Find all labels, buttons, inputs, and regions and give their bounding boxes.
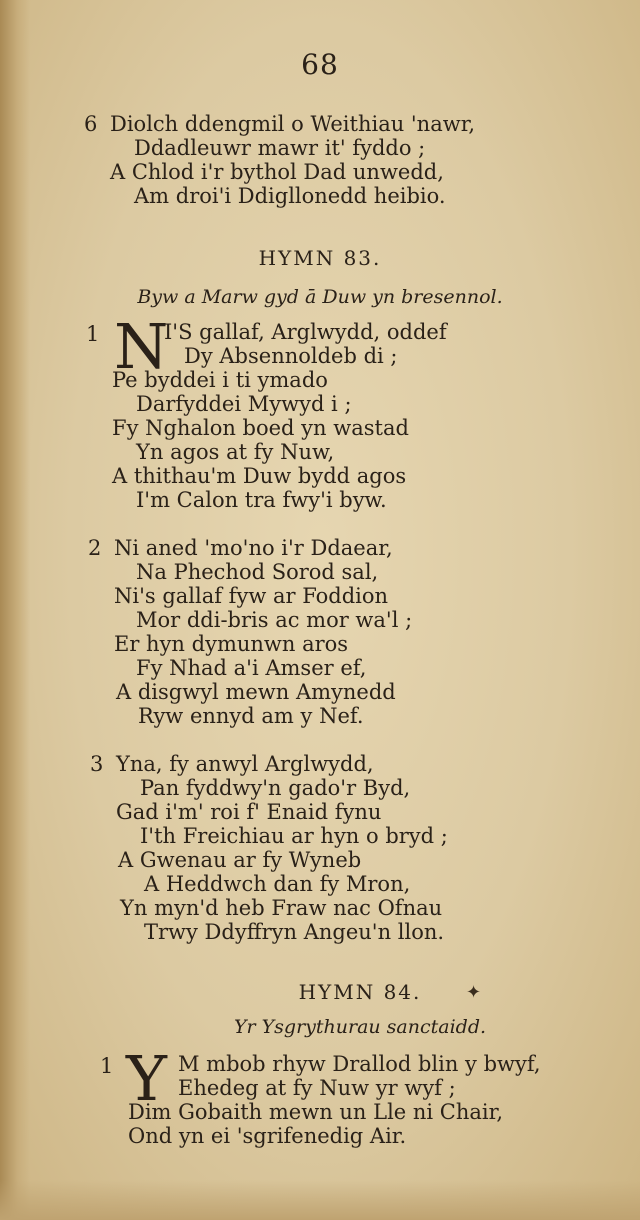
verse-line: Fy Nhad a'i Amser ef, <box>136 656 367 680</box>
stanza-number: 3 <box>90 752 104 776</box>
verse-line: A Heddwch dan fy Mron, <box>144 872 411 896</box>
verse-line: Dy Absennoldeb di ; <box>184 344 398 368</box>
verse-line: Pe byddei i ti ymado <box>112 368 328 392</box>
verse-line: A Chlod i'r bythol Dad unwedd, <box>110 160 444 184</box>
page-bottom-shadow <box>0 1180 640 1220</box>
verse-line: A thithau'm Duw bydd agos <box>112 464 407 488</box>
verse-line: Ni aned 'mo'no i'r Ddaear, <box>114 536 393 560</box>
verse-line: Yna, fy anwyl Arglwydd, <box>116 752 374 776</box>
verse-line: A disgwyl mewn Amynedd <box>116 680 396 704</box>
stanza-number: 6 <box>84 112 98 136</box>
verse-line: Trwy Ddyffryn Angeu'n llon. <box>144 920 445 944</box>
verse-line: Darfyddei Mywyd i ; <box>136 392 352 416</box>
verse-line: Diolch ddengmil o Weithiau 'nawr, <box>110 112 476 136</box>
hymn-84-subtitle: Yr Ysgrythurau sanctaidd. <box>233 1016 487 1038</box>
verse-line: Yn myn'd heb Fraw nac Ofnau <box>120 896 443 920</box>
verse-line: Na Phechod Sorod sal, <box>136 560 379 584</box>
stanza-number: 1 <box>86 322 100 346</box>
page-number: 68 <box>301 48 339 81</box>
hymn-83-title: HYMN 83. <box>258 246 382 270</box>
verse-line: I'S gallaf, Arglwydd, oddef <box>164 320 447 344</box>
stanza-number: 2 <box>88 536 102 560</box>
hymn-83-subtitle: Byw a Marw gyd ā Duw yn bresennol. <box>137 286 503 308</box>
page-edge-shadow <box>0 0 30 1220</box>
verse-line: Ni's gallaf fyw ar Foddion <box>114 584 389 608</box>
verse-line: Er hyn dymunwn aros <box>114 632 349 656</box>
drop-cap: Y <box>126 1042 167 1115</box>
verse-line: Pan fyddwy'n gado'r Byd, <box>140 776 411 800</box>
stanza-number: 1 <box>100 1054 114 1078</box>
verse-line: Fy Nghalon boed yn wastad <box>112 416 409 440</box>
verse-line: Gad i'm' roi f' Enaid fynu <box>116 800 382 824</box>
verse-line: Ond yn ei 'sgrifenedig Air. <box>128 1124 407 1148</box>
verse-line: Ryw ennyd am y Nef. <box>138 704 364 728</box>
ink-mark-icon: ✦ <box>466 982 482 1003</box>
verse-line: Yn agos at fy Nuw, <box>136 440 335 464</box>
verse-line: A Gwenau ar fy Wyneb <box>118 848 362 872</box>
drop-cap: N <box>114 310 169 383</box>
verse-line: Ehedeg at fy Nuw yr wyf ; <box>178 1076 456 1100</box>
verse-line: Ddadleuwr mawr it' fyddo ; <box>134 136 426 160</box>
verse-line: I'm Calon tra fwy'i byw. <box>136 488 387 512</box>
verse-line: I'th Freichiau ar hyn o bryd ; <box>140 824 448 848</box>
verse-line: Am droi'i Ddigllonedd heibio. <box>134 184 446 208</box>
verse-line: Dim Gobaith mewn un Lle ni Chair, <box>128 1100 504 1124</box>
hymn-84-title: HYMN 84. <box>298 980 422 1004</box>
verse-line: M mbob rhyw Drallod blin y bwyf, <box>178 1052 541 1076</box>
verse-line: Mor ddi-bris ac mor wa'l ; <box>136 608 413 632</box>
